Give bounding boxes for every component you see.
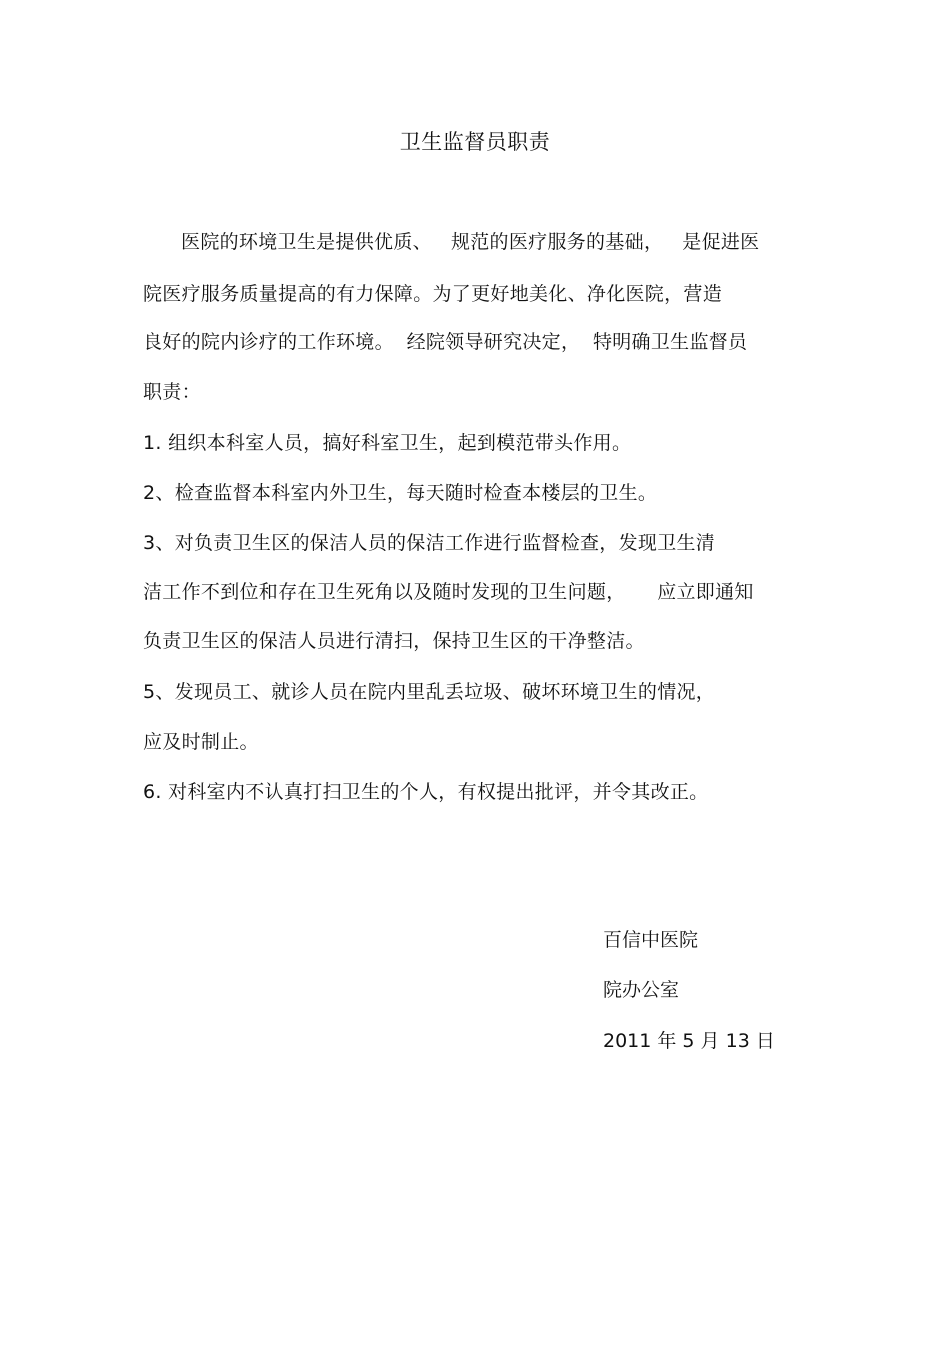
duty-item-3-line-3: 负责卫生区的保洁人员进行清扫，保持卫生区的干净整洁。 (143, 630, 645, 652)
body-line-3: 良好的院内诊疗的工作环境。 经院领导研究决定， 特明确卫生监督员 (143, 331, 748, 353)
body-line-1: 医院的环境卫生是提供优质、 规范的医疗服务的基础， 是促进医 (143, 231, 760, 253)
duty-item-2: 2、检查监督本科室内外卫生，每天随时检查本楼层的卫生。 (143, 482, 658, 504)
duty-item-3-line-2: 洁工作不到位和存在卫生死角以及随时发现的卫生问题， 应立即通知 (143, 581, 754, 603)
duty-item-5-line-2: 应及时制止。 (143, 731, 259, 753)
document-title: 卫生监督员职责 (399, 130, 551, 154)
duty-item-6: 6. 对科室内不认真打扫卫生的个人，有权提出批评，并令其改正。 (143, 781, 709, 803)
signature-date: 2011 年 5 月 13 日 (603, 1030, 775, 1052)
body-line-2: 院医疗服务质量提高的有力保障。为了更好地美化、净化医院，营造 (143, 283, 723, 305)
body-line-4: 职责： (143, 381, 201, 403)
duty-item-5-line-1: 5、发现员工、就诊人员在院内里乱丢垃圾、破坏环境卫生的情况， (143, 681, 716, 703)
signature-department: 院办公室 (603, 979, 680, 1001)
signature-organization: 百信中医院 (603, 929, 699, 951)
duty-item-3-line-1: 3、对负责卫生区的保洁人员的保洁工作进行监督检查，发现卫生清 (143, 532, 716, 554)
duty-item-1: 1. 组织本科室人员，搞好科室卫生，起到模范带头作用。 (143, 432, 632, 454)
